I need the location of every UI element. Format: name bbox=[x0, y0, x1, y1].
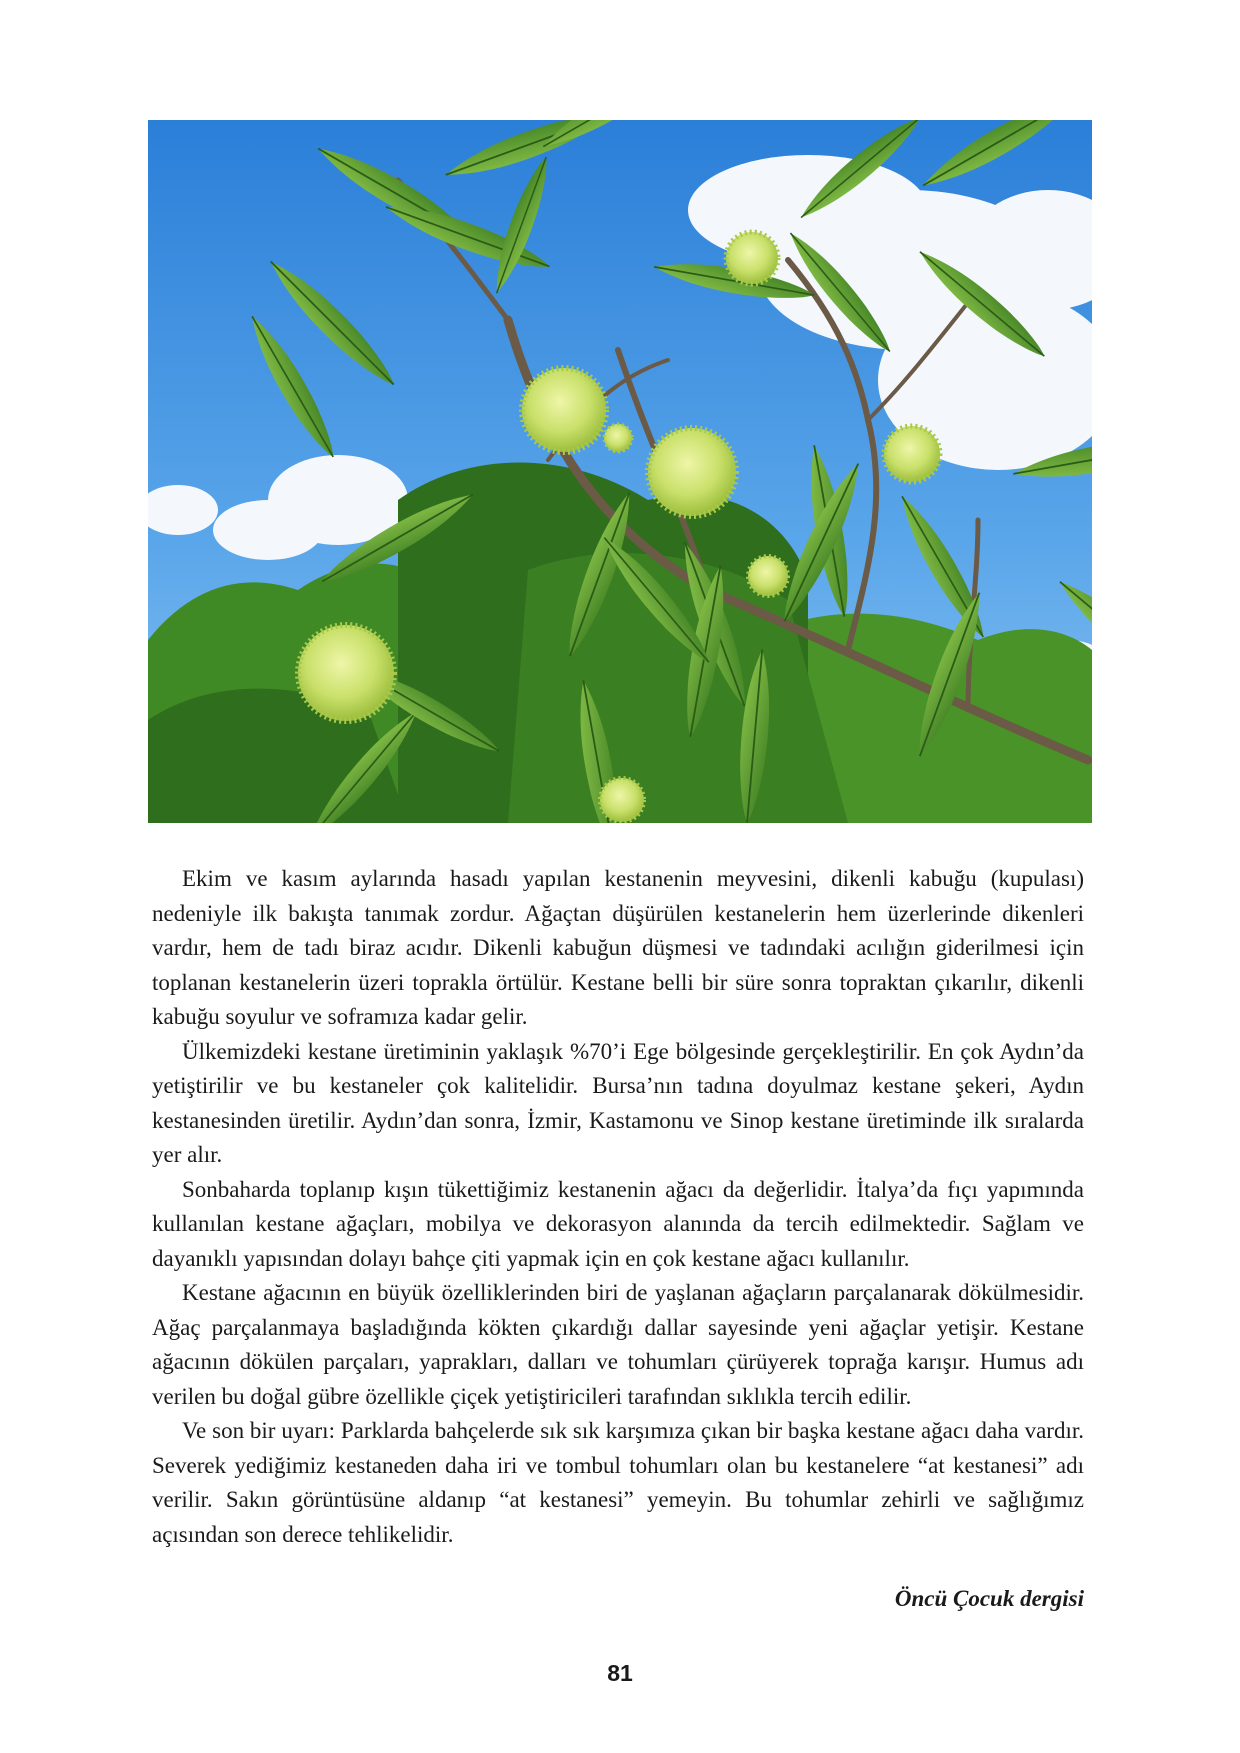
chestnut-tree-photo bbox=[148, 120, 1092, 823]
article-body bbox=[152, 862, 1084, 1552]
source-credit: Öncü Çocuk dergisi bbox=[894, 1586, 1084, 1611]
chestnut-illustration bbox=[148, 120, 1092, 823]
paragraph-2: Ülkemizdeki kestane üretiminin yaklaşık %70’i Ege bölgesinde gerçekleştirilir. En çok Aydın’da yetiştirilir ve bu kestaneler çok kalitelidir. Bursa’nın tadına doyulmaz kestane şekeri, Aydın kestanesinden üretilir. Aydın’dan sonra, İzmir, Kastamonu ve Sinop kestane üretiminde ilk sıralarda yer alır. bbox=[152, 1038, 1084, 1167]
page-number: 81 bbox=[607, 1660, 633, 1686]
paragraph-1: Ekim ve kasım aylarında hasadı yapılan kestanenin meyvesini, dikenli kabuğu (kupulası) nedeniyle ilk bakışta tanımak zordur. Ağaçtan düşürülen kestanelerin hem üzerlerinde dikenleri vardır, hem de tadı biraz acıdır. Dikenli kabuğun düşmesi ve tadındaki acılığın giderilmesi için toplanan kestanelerin üzeri toprakla örtülür. Kestane belli bir süre sonra topraktan çıkarılır, dikenli kabuğu soyulur ve soframıza kadar gelir. bbox=[152, 866, 1084, 1029]
paragraph-3: Sonbaharda toplanıp kışın tükettiğimiz kestanenin ağacı da değerlidir. İtalya’da fıçı yapımında kullanılan kestane ağaçları, mobilya ve dekorasyon alanında da tercih edilmektedir. Sağlam ve dayanıklı yapısından dolayı bahçe çiti yapmak için en çok kestane ağacı kullanılır. bbox=[152, 1176, 1084, 1271]
paragraph-4: Kestane ağacının en büyük özelliklerinden biri de yaşlanan ağaçların parçalanarak dökülmesidir. Ağaç parçalanmaya başladığında kökten çıkardığı dallar sayesinde yeni ağaçlar yetişir. Kestane ağacının dökülen parçaları, yaprakları, dalları ve tohumları çürüyerek toprağa karışır. Humus adı verilen bu doğal gübre özellikle çiçek yetiştiricileri tarafından sıklıkla tercih edilir. bbox=[152, 1280, 1084, 1409]
paragraph-5: Ve son bir uyarı: Parklarda bahçelerde sık sık karşımıza çıkan bir başka kestane ağacı daha vardır. Severek yediğimiz kestaneden daha iri ve tombul tohumları olan bu kestanelere “at kestanesi” adı verilir. Sakın görüntüsüne aldanıp “at kestanesi” yemeyin. Bu tohumlar zehirli ve sağlığımız açısından son derece tehlikelidir. bbox=[152, 1418, 1084, 1547]
